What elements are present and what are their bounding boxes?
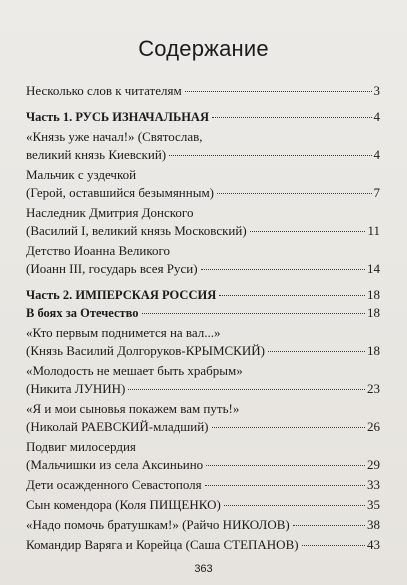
toc-entry-title: Несколько слов к читателям — [26, 83, 182, 98]
toc-entry-title: Наследник Дмитрия Донского — [26, 205, 194, 220]
leader-dots — [250, 231, 366, 232]
toc-entry — [26, 496, 380, 514]
toc-entry-title: «Кто первым поднимется на вал...» — [26, 325, 221, 340]
toc-page-number: 14 — [367, 261, 380, 276]
toc-page-number: 3 — [373, 83, 380, 98]
leader-dots — [212, 427, 366, 428]
toc-entry — [26, 128, 380, 164]
leader-dots — [169, 155, 371, 156]
leader-dots — [293, 525, 365, 526]
toc-section-heading — [26, 304, 380, 322]
toc-page-number: 43 — [367, 537, 380, 552]
toc-page-number: 4 — [373, 147, 380, 162]
toc-entry — [26, 438, 380, 474]
toc-entry — [26, 476, 380, 494]
leader-dots — [185, 91, 372, 92]
toc-entry-title: «Князь уже начал!» (Святослав, — [26, 129, 203, 144]
toc-page-number: 18 — [367, 343, 380, 358]
toc-entry-title: Мальчик с уздечкой — [26, 167, 137, 182]
toc-page-number: 35 — [367, 497, 380, 512]
leader-dots — [217, 193, 372, 194]
toc-entry-title: Сын комендора (Коля ПИЩЕНКО) — [26, 497, 221, 512]
toc-entry-subtitle: (Мальчишки из села Аксиньино — [26, 457, 204, 472]
toc-page-number: 26 — [367, 419, 380, 434]
toc-entry — [26, 82, 380, 100]
toc-entry-title: «Я и мои сыновья покажем вам путь!» — [26, 401, 240, 416]
toc-page-number: 33 — [367, 477, 380, 492]
toc-entry — [26, 166, 380, 202]
toc-entry — [26, 242, 380, 278]
leader-dots — [206, 465, 365, 466]
toc-page-number: 18 — [367, 287, 380, 302]
toc-entry-subtitle: (Николай РАЕВСКИЙ-младший) — [26, 419, 209, 434]
toc-part-heading — [26, 286, 380, 304]
toc-page-number: 29 — [367, 457, 380, 472]
leader-dots — [219, 295, 365, 296]
toc-entry — [26, 536, 380, 554]
toc-entry-subtitle: (Никита ЛУНИН) — [26, 381, 126, 396]
toc-entry-subtitle: (Князь Василий Долгоруков-КРЫМСКИЙ) — [26, 343, 265, 358]
toc-page-number: 18 — [367, 305, 380, 320]
toc-entry-title: В боях за Отечество — [26, 306, 139, 320]
toc-entry — [26, 516, 380, 534]
leader-dots — [205, 485, 365, 486]
leader-dots — [224, 505, 365, 506]
toc-entry — [26, 204, 380, 240]
toc-entry — [26, 362, 380, 398]
toc-page-number: 7 — [373, 185, 380, 200]
toc-entry — [26, 400, 380, 436]
toc-entry-title: «Надо помочь братушкам!» (Райчо НИКОЛОВ) — [26, 517, 290, 532]
leader-dots — [128, 389, 365, 390]
toc-page-number: 38 — [367, 517, 380, 532]
toc-entry-title: Дети осажденного Севастополя — [26, 477, 202, 492]
toc-page-number: 11 — [367, 223, 380, 238]
toc-entry-subtitle: (Иоанн III, государь всея Руси) — [26, 261, 198, 276]
toc-entry-title: Подвиг милосердия — [26, 439, 136, 454]
toc-entry-subtitle: (Василий I, великий князь Московский) — [26, 223, 247, 238]
toc-entry-title: Часть 1. РУСЬ ИЗНАЧАЛЬНАЯ — [26, 110, 209, 124]
toc-entry-subtitle: великий князь Киевский) — [26, 147, 167, 162]
toc-entry-title: «Молодость не мешает быть храбрым» — [26, 363, 243, 378]
leader-dots — [268, 351, 365, 352]
toc-entry-subtitle: (Герой, оставшийся безымянным) — [26, 185, 214, 200]
leader-dots — [201, 269, 365, 270]
toc-entry-title: Командир Варяга и Корейца (Саша СТЕПАНОВ) — [26, 537, 299, 552]
toc-page-number: 23 — [367, 381, 380, 396]
leader-dots — [302, 545, 365, 546]
toc-entry — [26, 324, 380, 360]
toc-part-heading — [26, 108, 380, 126]
page-number: 363 — [194, 563, 213, 575]
toc-entry-title: Детство Иоанна Великого — [26, 243, 171, 258]
toc-entry-title: Часть 2. ИМПЕРСКАЯ РОССИЯ — [26, 288, 217, 302]
page-title: Содержание — [138, 36, 269, 61]
leader-dots — [212, 117, 372, 118]
leader-dots — [142, 313, 365, 314]
table-of-contents — [26, 80, 380, 554]
toc-page-number: 4 — [373, 109, 380, 124]
